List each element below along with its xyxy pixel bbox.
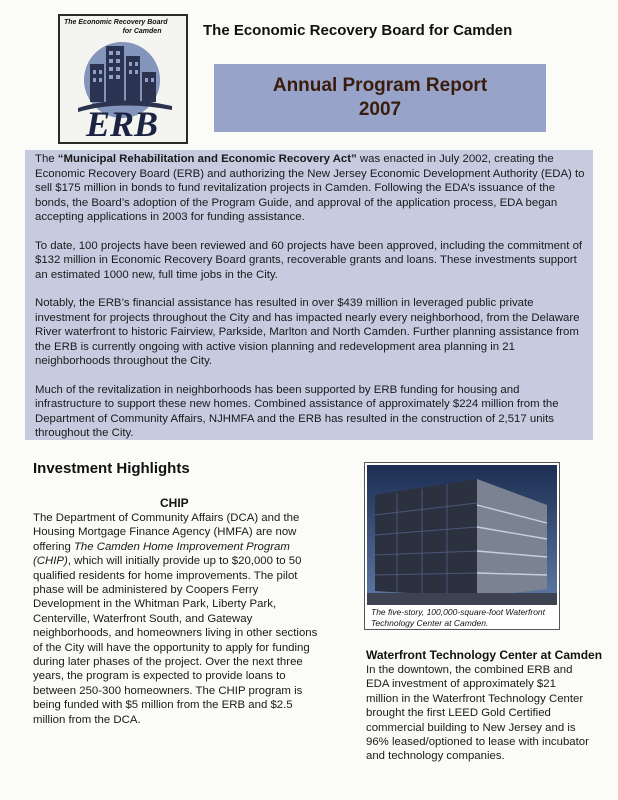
svg-text:ERB: ERB (85, 104, 159, 142)
chip-program-name: The Camden Home Improvement Program (CHIP) (33, 540, 290, 568)
logo-line2: for Camden (122, 28, 162, 35)
waterfront-heading: Waterfront Technology Center at Camden (366, 648, 603, 662)
org-title: The Economic Recovery Board for Camden (203, 22, 513, 39)
report-title: Annual Program Report (272, 75, 488, 96)
intro-paragraph-2: To date, 100 projects have been reviewed and 60 projects have been approved, including the commitment of $132 million in Economic Recovery Board grants, recoverable grants and loans. These investments support an estimated 1000 new, full time jobs in the City. (35, 239, 583, 281)
waterfront-body: In the downtown, the combined ERB and EDA investment of approximately $21 million in the Waterfront Technology Center brought the first LEED Gold Certified commercial building to New Jersey and is 96% leased/optioned to lease with incubator and technology companies. (366, 664, 589, 763)
chip-heading: CHIP (160, 496, 189, 510)
erb-logo (58, 14, 188, 144)
intro-p1-rest: was enacted in July 2002, creating the Economic Recovery Board (ERB) and authorizing the New Jersey Economic Development Authority (EDA) to sell $175 million in bonds to fund revitalization projects in Camden. Following the EDA’s issuance of the bonds, the Board’s adoption of the Program Guide, and approval of the application process, EDA began accepting applications in 2003 for funding assistance. (35, 153, 585, 223)
logo-line1: The Economic Recovery Board (64, 19, 168, 26)
building-photo-frame (364, 462, 560, 630)
report-title-box (214, 64, 546, 132)
photo-caption: The five-story, 100,000-square-foot Waterfront Technology Center at Camden. (371, 607, 546, 628)
chip-body (33, 511, 323, 727)
intro-paragraph-1 (35, 152, 587, 225)
intro-paragraph-4: Much of the revitalization in neighborhoods has been supported by ERB funding for housing and infrastructure to support these new homes. Combined assistance of approximately $224 million from the Department of Community Affairs, NJHMFA and the ERB has resulted in the construction of 2,517 units throughout the City. (35, 383, 559, 439)
chip-body-b: , which will initially provide up to $20,000 to 50 qualified residents for home improvements. The pilot phase will be administered by Coopers Ferry Development in the Whitman Park, Liberty Park, Centerville, Waterfront South, and Gateway neighborhoods, and homeowners living in other sections of the City will have the opportunity to apply for funding during later phases of the project. Over the next three years, the program is expected to provide loans to between 250-300 homeowners. The CHIP program is being funded with $5 million from the ERB and $2.5 million from the DCA. (33, 555, 318, 726)
intro-section (25, 150, 593, 440)
report-year: 2007 (358, 99, 402, 120)
intro-paragraph-3: Notably, the ERB’s financial assistance has resulted in over $439 million in leveraged public private investment for projects throughout the City and has impacted nearly every neighborhood, from the Delaware River waterfront to historic Fairview, Parkside, Marlton and North Camden. Further planning assistance from the ERB is currently ongoing with active vision planning and redevelopment area planning in 21 neighborhoods throughout the City. (35, 297, 580, 367)
investment-highlights-heading: Investment Highlights (33, 460, 190, 477)
chip-body-a: The Department of Community Affairs (DCA) and the Housing Mortgage Finance Agency (HMFA) are now offering (33, 512, 300, 553)
building-photo (367, 465, 557, 605)
act-name: “Municipal Rehabilitation and Economic Recovery Act” (57, 153, 357, 165)
erb-monogram (60, 102, 186, 142)
intro-p1-prefix: The (35, 153, 58, 165)
